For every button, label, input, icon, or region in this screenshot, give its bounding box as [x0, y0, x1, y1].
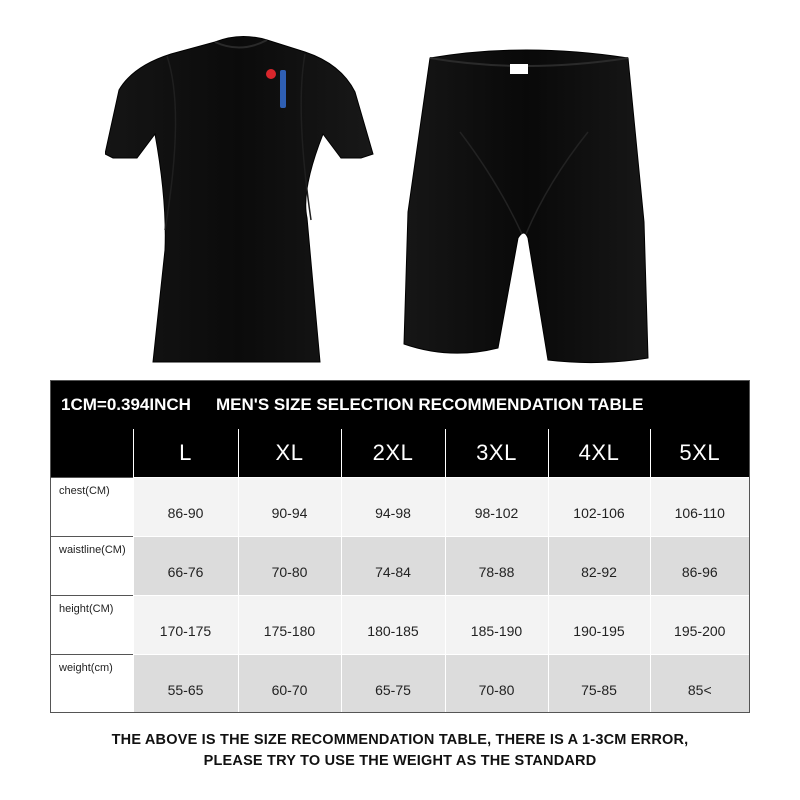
- shorts-image: [398, 42, 650, 370]
- size-grid: [51, 429, 749, 713]
- unit-conversion: 1CM=0.394INCH: [61, 395, 191, 414]
- size-header: 2XL: [341, 429, 445, 478]
- table-cell: 82-92: [548, 537, 650, 596]
- size-table-title-bar: [51, 381, 749, 429]
- table-cell: 90-94: [238, 478, 341, 537]
- table-cell: 70-80: [445, 655, 548, 714]
- table-cell: 170-175: [133, 596, 238, 655]
- table-cell: 106-110: [650, 478, 749, 537]
- table-cell: 78-88: [445, 537, 548, 596]
- size-header: 5XL: [650, 429, 749, 478]
- table-cell: 195-200: [650, 596, 749, 655]
- shirt-image: [105, 30, 375, 370]
- table-cell: 65-75: [341, 655, 445, 714]
- table-cell: 74-84: [341, 537, 445, 596]
- row-label: chest(CM): [51, 478, 133, 537]
- size-note-line: PLEASE TRY TO USE THE WEIGHT AS THE STANDARD: [203, 753, 597, 769]
- size-note-line: THE ABOVE IS THE SIZE RECOMMENDATION TABLE, THERE IS A 1-3CM ERROR,: [111, 732, 689, 748]
- size-header: 4XL: [548, 429, 650, 478]
- row-label: weight(cm): [51, 655, 133, 714]
- table-cell: 102-106: [548, 478, 650, 537]
- table-cell: 98-102: [445, 478, 548, 537]
- table-cell: 94-98: [341, 478, 445, 537]
- header-corner: [51, 429, 133, 478]
- size-note: [0, 730, 800, 772]
- table-row: [51, 655, 749, 714]
- table-cell: 185-190: [445, 596, 548, 655]
- size-table: [50, 380, 750, 713]
- table-cell: 70-80: [238, 537, 341, 596]
- size-table-title: MEN'S SIZE SELECTION RECOMMENDATION TABLE: [216, 395, 644, 414]
- table-cell: 85<: [650, 655, 749, 714]
- table-cell: 175-180: [238, 596, 341, 655]
- product-images: [0, 0, 800, 375]
- table-row: [51, 478, 749, 537]
- table-cell: 86-96: [650, 537, 749, 596]
- size-header-row: [51, 429, 749, 478]
- table-cell: 180-185: [341, 596, 445, 655]
- size-header: 3XL: [445, 429, 548, 478]
- row-label: waistline(CM): [51, 537, 133, 596]
- table-cell: 66-76: [133, 537, 238, 596]
- table-cell: 190-195: [548, 596, 650, 655]
- table-row: [51, 596, 749, 655]
- size-header: L: [133, 429, 238, 478]
- table-row: [51, 537, 749, 596]
- table-cell: 60-70: [238, 655, 341, 714]
- table-cell: 55-65: [133, 655, 238, 714]
- table-cell: 86-90: [133, 478, 238, 537]
- row-label: height(CM): [51, 596, 133, 655]
- size-header: XL: [238, 429, 341, 478]
- table-cell: 75-85: [548, 655, 650, 714]
